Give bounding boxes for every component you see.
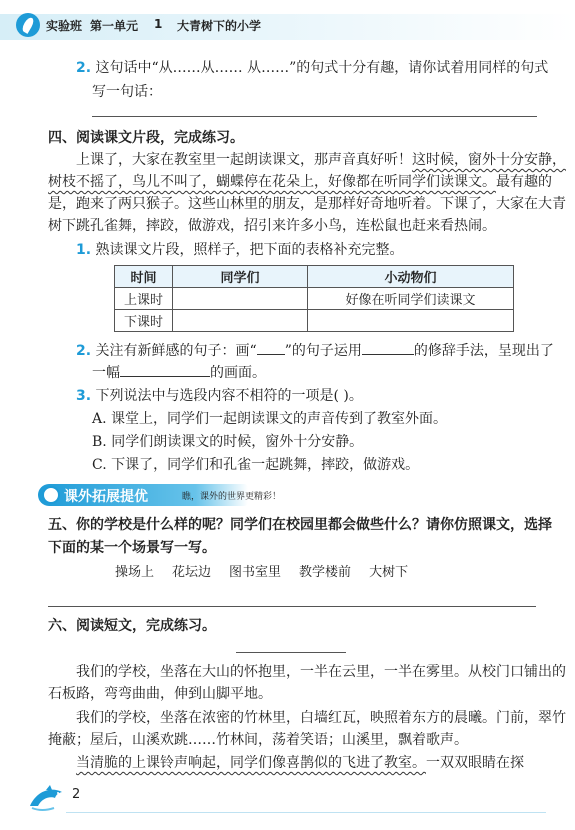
- footer-divider: [66, 812, 546, 813]
- s4-q2-number: 2.: [76, 343, 92, 359]
- scene-option: 教学楼前: [299, 565, 352, 580]
- table-row: [115, 310, 514, 332]
- section5-line2: 下面的某一个场景写一写。: [48, 540, 216, 556]
- q2-top-text1: 这句话中“从……从…… 从……”的句式十分有趣，请你试着用同样的句式: [95, 60, 549, 76]
- s4-para-line2: [48, 172, 552, 192]
- table-cell: 下课时: [115, 310, 173, 332]
- s4-para-line4: 树下跳孔雀舞，摔跤，做游戏，招引来许多小鸟，连松鼠也赶来看热闹。: [48, 218, 496, 234]
- extension-subtitle: 瞧，课外的世界更精彩！: [182, 492, 282, 502]
- publisher-logo-icon: [16, 13, 40, 37]
- s6-para3-underlined: 当清脆的上课铃声响起，同学们像喜鹊似的飞进了教室。: [76, 755, 426, 771]
- table-cell: 好像在听同学们读课文: [308, 288, 514, 310]
- q2-top-line1: [76, 58, 548, 78]
- s6-para3-line1: [76, 753, 524, 773]
- option-b[interactable]: B. 同学们朗读课文的时候，窗外十分安静。: [92, 434, 364, 450]
- s4-q2-text-d: 一幅: [92, 365, 120, 381]
- lesson-title: 大青树下的小学: [177, 19, 262, 33]
- scene-blank[interactable]: [120, 376, 210, 377]
- s4-q1-text: 熟读课文片段，照样子，把下面的表格补充完整。: [95, 242, 404, 258]
- extension-title: 课外拓展提优: [64, 489, 148, 505]
- s4-para-line1-b: 这时候，窗外十分安静，: [412, 152, 566, 168]
- s4-q2-line2: [92, 363, 266, 383]
- s6-para2-line1: 我们的学校，坐落在浓密的竹林里，白墙红瓦，映照着东方的晨曦。门前，翠竹: [76, 710, 566, 726]
- s6-para3-rest: 一双双眼睛在探: [426, 755, 524, 771]
- s4-q3-number: 3.: [76, 388, 92, 404]
- s5-answer-line[interactable]: [48, 606, 536, 607]
- s4-para-line1-a: 上课了，大家在教室里一起朗读课文，那声音真好听！: [76, 152, 412, 168]
- underline-type-blank[interactable]: [257, 354, 285, 355]
- table-answer-cell[interactable]: [173, 288, 308, 310]
- s4-q3-text: 下列说法中与选段内容不相符的一项是( )。: [95, 388, 363, 404]
- lesson-number: 1: [154, 17, 163, 31]
- scene-option: 操场上: [115, 565, 155, 580]
- passage-title-blank[interactable]: [236, 652, 346, 653]
- scene-option: 图书室里: [229, 565, 282, 580]
- s4-q3: [76, 386, 363, 406]
- s4-q2-text-e: 的画面。: [210, 365, 266, 381]
- series-name: 实验班: [46, 19, 83, 33]
- table-answer-cell[interactable]: [308, 310, 514, 332]
- s4-para-line2-a: 树枝不摇了，鸟儿不叫了，蝴蝶停在花朵上，好像都在听同学们读课文。: [48, 174, 496, 190]
- s4-para-line2-b: 最有趣的: [496, 174, 552, 190]
- option-a[interactable]: A. 课堂上，同学们一起朗读课文的声音传到了教室外面。: [92, 411, 448, 427]
- s4-para-line1: [76, 150, 566, 170]
- scene-option: 大树下: [369, 565, 409, 580]
- table-row: [115, 288, 514, 310]
- s4-q2-line1: [76, 341, 554, 361]
- scene-options: [115, 561, 426, 580]
- q2-answer-line[interactable]: [92, 116, 537, 117]
- page-header: [0, 0, 575, 50]
- section5-line1: 五、你的学校是什么样的呢？同学们在校园里都会做些什么？请你仿照课文，选择: [48, 517, 552, 533]
- table-header-cell: 时间: [115, 266, 173, 288]
- option-c[interactable]: C. 下课了，同学们和孔雀一起跳舞，摔跤，做游戏。: [92, 457, 420, 473]
- s4-q1: [76, 240, 404, 260]
- s4-q2-text-a: 关注有新鲜感的句子：画“: [95, 343, 257, 359]
- s6-para2-line2: 掩蔽；屋后，山溪欢跳……竹林间，荡着笑语；山溪里，飘着歌声。: [48, 732, 468, 748]
- fill-table: [114, 265, 514, 332]
- s4-para-line3: 是，跑来了两只猴子。这些山林里的朋友，是那样好奇地听着。下课了，大家在大青: [48, 196, 566, 212]
- unit-name: 第一单元: [90, 19, 139, 33]
- page-number: 2: [72, 787, 81, 802]
- table-header-cell: 同学们: [173, 266, 308, 288]
- q2-top-line2: 写一句话：: [92, 84, 162, 100]
- rhetoric-blank[interactable]: [362, 354, 414, 355]
- table-answer-cell[interactable]: [173, 310, 308, 332]
- s4-q1-number: 1.: [76, 242, 92, 258]
- q2-top-number: 2.: [76, 60, 92, 76]
- section4-title: 四、阅读课文片段，完成练习。: [48, 130, 244, 146]
- table-header-cell: 小动物们: [308, 266, 514, 288]
- s6-para1-line1: 我们的学校，坐落在大山的怀抱里，一半在云里，一半在雾里。从校门口铺出的: [76, 664, 566, 680]
- s4-q2-text-b: ”的句子运用: [284, 343, 362, 359]
- extension-badge-icon: [42, 486, 60, 504]
- s6-para1-line2: 石板路，弯弯曲曲，伸到山脚平地。: [48, 686, 272, 702]
- s4-q2-text-c: 的修辞手法，呈现出了: [413, 343, 554, 359]
- header-band: [0, 14, 575, 40]
- scene-option: 花坛边: [172, 565, 212, 580]
- table-cell: 上课时: [115, 288, 173, 310]
- table-header-row: [115, 266, 514, 288]
- section6-title: 六、阅读短文，完成练习。: [48, 618, 216, 634]
- dolphin-icon: [28, 784, 66, 812]
